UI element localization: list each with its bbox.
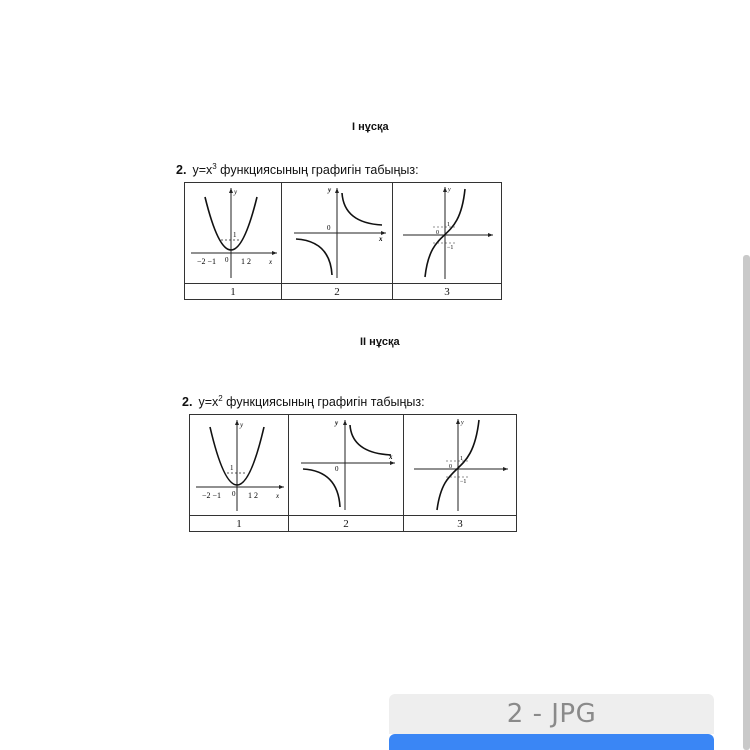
parabola-tick-y: 1 xyxy=(230,464,234,472)
variant-2-question xyxy=(182,394,425,409)
variant-1-question xyxy=(176,162,419,177)
variant-1-graph-table xyxy=(184,182,502,300)
option-label-2: 2 xyxy=(282,284,393,300)
parabola-x-label: x xyxy=(269,258,273,266)
cubic-y-label: y xyxy=(448,187,451,193)
cubic-tick-neg: −1 xyxy=(447,245,454,251)
hyperbola-y-label: y xyxy=(328,186,332,194)
question-formula: y=x xyxy=(192,163,213,178)
cubic-graph xyxy=(393,183,501,283)
question-number: 2. xyxy=(176,163,187,178)
parabola-graph xyxy=(185,183,281,283)
parabola-x-label: x xyxy=(276,492,280,500)
parabola-y-label: y xyxy=(240,421,244,429)
graph-option-1 xyxy=(185,183,282,284)
option-label-3: 3 xyxy=(393,284,502,300)
question-power: 3 xyxy=(212,162,217,171)
file-attachment-chip[interactable] xyxy=(389,694,714,734)
cubic-origin-label: 0 xyxy=(449,464,452,470)
variant-2-title: II нұсқа xyxy=(360,336,400,348)
parabola-origin-label: 0 xyxy=(225,256,229,264)
question-text: функциясының графигін табыңыз: xyxy=(216,163,419,178)
hyperbola-graph xyxy=(289,415,403,515)
parabola-ticks-right: 1 2 xyxy=(241,257,251,266)
hyperbola-y-label: y xyxy=(335,419,339,427)
graph-option-3 xyxy=(393,183,502,284)
vertical-scrollbar[interactable] xyxy=(743,255,750,750)
question-power: 2 xyxy=(218,394,223,403)
hyperbola-graph xyxy=(282,183,392,283)
cubic-tick-pos: 1 xyxy=(447,222,450,228)
parabola-ticks-left: −2 −1 xyxy=(202,491,222,500)
file-chip-label: 2 - JPG xyxy=(506,699,597,729)
question-text: функциясының графигін табыңыз: xyxy=(222,395,425,410)
parabola-ticks-right: 1 2 xyxy=(248,491,258,500)
parabola-origin-label: 0 xyxy=(232,490,236,498)
parabola-tick-y: 1 xyxy=(233,231,237,239)
cubic-origin-label: 0 xyxy=(436,230,439,236)
action-button[interactable] xyxy=(389,734,714,750)
graph-option-3 xyxy=(404,415,517,516)
graph-option-2 xyxy=(289,415,404,516)
hyperbola-x-label: x xyxy=(389,453,393,461)
cubic-tick-neg: −1 xyxy=(460,479,467,485)
hyperbola-origin-label: 0 xyxy=(335,465,339,473)
variant-1-title: I нұсқа xyxy=(352,121,389,133)
graph-option-2 xyxy=(282,183,393,284)
parabola-ticks-left: −2 −1 xyxy=(197,257,217,266)
cubic-tick-pos: 1 xyxy=(460,456,463,462)
question-number: 2. xyxy=(182,395,193,410)
parabola-y-label: y xyxy=(234,188,238,196)
variant-2-graph-table xyxy=(189,414,517,532)
cubic-y-label: y xyxy=(461,420,464,426)
graph-option-1 xyxy=(190,415,289,516)
question-formula: y=x xyxy=(198,395,219,410)
option-label-1: 1 xyxy=(185,284,282,300)
cubic-graph xyxy=(404,415,516,515)
hyperbola-origin-label: 0 xyxy=(327,224,331,232)
option-label-3: 3 xyxy=(404,516,517,532)
parabola-graph xyxy=(190,415,288,515)
hyperbola-x-label: x xyxy=(379,235,383,243)
option-label-2: 2 xyxy=(289,516,404,532)
option-label-1: 1 xyxy=(190,516,289,532)
